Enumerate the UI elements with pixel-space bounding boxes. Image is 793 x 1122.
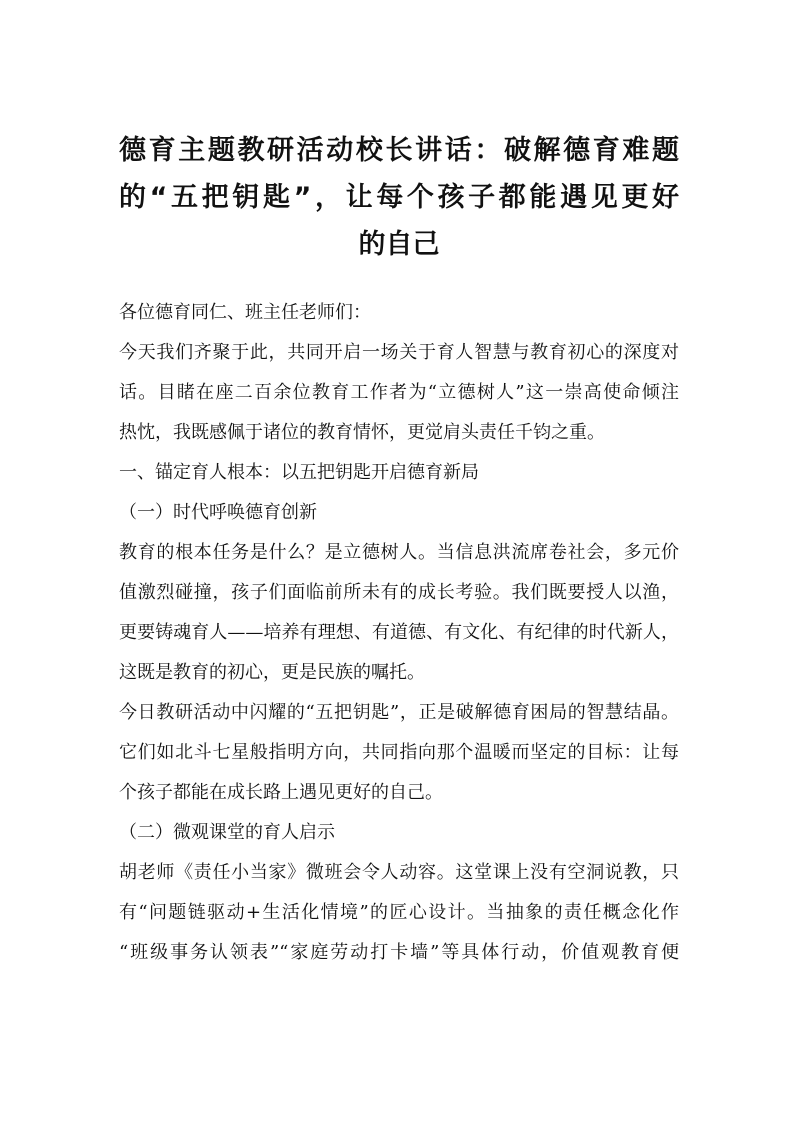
subsection-heading: （二）微观课堂的育人启示 bbox=[119, 822, 335, 843]
paragraph-line: 这既是教育的初心，更是民族的嘱托。 bbox=[119, 662, 425, 683]
paragraph-line: 话。目睹在座二百余位教育工作者为“立德树人”这一崇高使命倾注 bbox=[119, 382, 679, 403]
paragraph-line: 今日教研活动中闪耀的“五把钥匙”，正是破解德育困局的智慧结晶。 bbox=[119, 702, 679, 723]
paragraph-line: 值激烈碰撞，孩子们面临前所未有的成长考验。我们既要授人以渔， bbox=[119, 582, 679, 603]
salutation: 各位德育同仁、班主任老师们： bbox=[119, 302, 371, 323]
paragraph-line: 热忱，我既感佩于诸位的教育情怀，更觉肩头责任千钧之重。 bbox=[119, 422, 605, 443]
subsection-heading: （一）时代呼唤德育创新 bbox=[119, 502, 317, 523]
title-line: 德育主题教研活动校长讲话：破解德育难题 bbox=[119, 135, 679, 166]
paragraph-line: 个孩子都能在成长路上遇见更好的自己。 bbox=[119, 782, 443, 803]
title-line: 的“五把钥匙”，让每个孩子都能遇见更好 bbox=[119, 182, 679, 213]
paragraph-line: 更要铸魂育人——培养有理想、有道德、有文化、有纪律的时代新人， bbox=[119, 622, 679, 643]
paragraph-line: 今天我们齐聚于此，共同开启一场关于育人智慧与教育初心的深度对 bbox=[119, 342, 679, 363]
title-line: 的自己 bbox=[358, 229, 440, 260]
paragraph-line: 有“问题链驱动+生活化情境”的匠心设计。当抽象的责任概念化作 bbox=[119, 902, 679, 923]
paragraph-line: “班级事务认领表”“家庭劳动打卡墙”等具体行动，价值观教育便 bbox=[119, 942, 679, 963]
document-title bbox=[119, 127, 679, 268]
paragraph-line: 教育的根本任务是什么？是立德树人。当信息洪流席卷社会，多元价 bbox=[119, 542, 679, 563]
document-body bbox=[119, 293, 679, 973]
section-heading: 一、锚定育人根本：以五把钥匙开启德育新局 bbox=[119, 462, 479, 483]
paragraph-line: 胡老师《责任小当家》微班会令人动容。这堂课上没有空洞说教，只 bbox=[119, 862, 679, 883]
paragraph-line: 它们如北斗七星般指明方向，共同指向那个温暖而坚定的目标：让每 bbox=[119, 742, 679, 763]
